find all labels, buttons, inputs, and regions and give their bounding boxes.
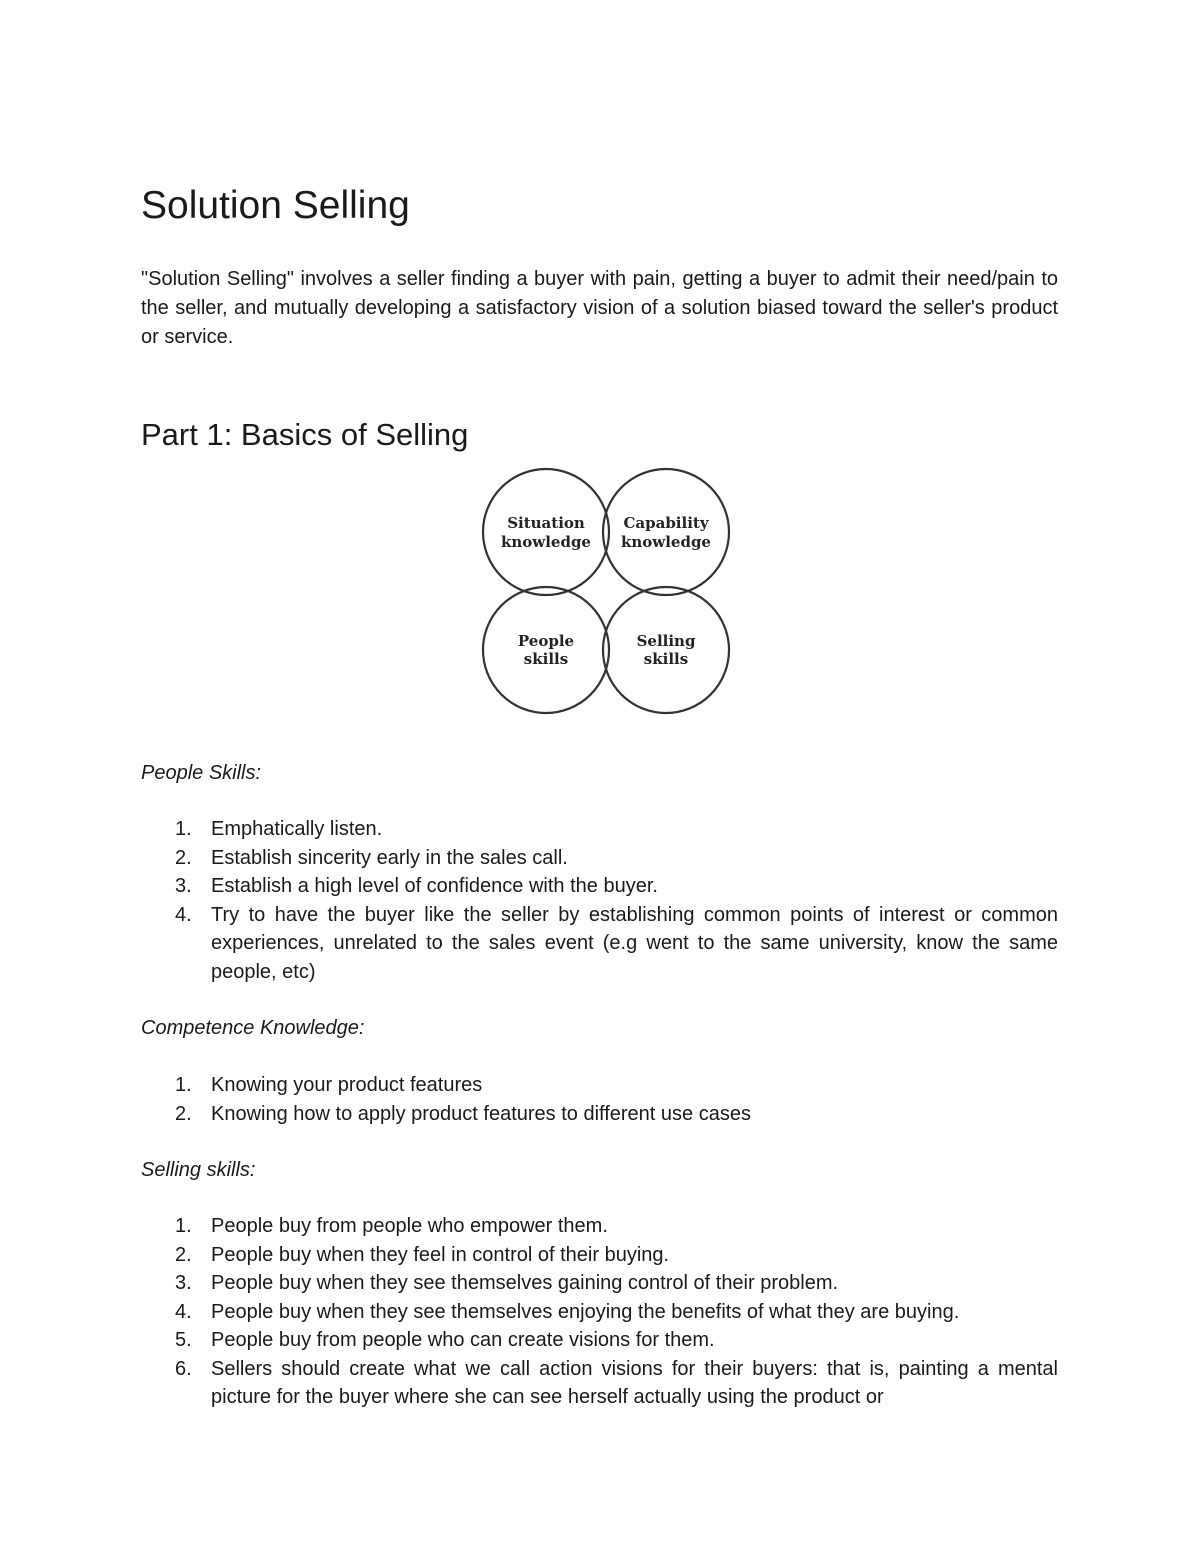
situation-label-line1: Situation — [507, 514, 585, 532]
situation-knowledge-circle — [483, 469, 609, 595]
list-number: 1. — [175, 818, 192, 840]
list-number: 3. — [175, 875, 192, 897]
list-item — [141, 872, 1058, 901]
list-item — [141, 1326, 1058, 1355]
list-item-text: Knowing how to apply product features to different use cases — [211, 1102, 751, 1125]
list-item — [141, 1100, 1058, 1129]
competence-knowledge-list — [141, 1071, 1058, 1128]
four-circle-diagram — [477, 463, 735, 721]
document-title: Solution Selling — [141, 184, 410, 227]
list-item-text: People buy when they see themselves gaining control of their problem. — [211, 1272, 839, 1294]
selling-label-line1: Selling — [636, 632, 696, 650]
people-label-line2: skills — [523, 650, 569, 668]
capability-label-line1: Capability — [623, 514, 709, 532]
capability-label-line2: knowledge — [621, 533, 711, 551]
people-label-line1: People — [517, 632, 575, 650]
capability-knowledge-circle — [603, 469, 729, 595]
list-number: 2. — [175, 1243, 192, 1266]
list-item — [141, 1355, 1058, 1412]
list-item — [141, 815, 1058, 844]
list-item-text: People buy when they see themselves enjoying the benefits of what they are buying. — [211, 1300, 960, 1323]
people-skills-label: People Skills: — [141, 762, 262, 784]
list-number: 5. — [175, 1329, 192, 1351]
list-number: 4. — [175, 1300, 192, 1323]
list-item — [141, 1071, 1058, 1100]
list-number: 1. — [175, 1074, 192, 1096]
list-item-text: Emphatically listen. — [211, 818, 383, 840]
list-item-text: People buy from people who empower them. — [211, 1215, 608, 1237]
list-item — [141, 1241, 1058, 1270]
list-item — [141, 844, 1058, 873]
list-item-text: People buy from people who can create visions for them. — [211, 1329, 715, 1351]
selling-skills-list — [141, 1212, 1058, 1412]
selling-label-line2: skills — [643, 650, 689, 668]
list-number: 2. — [175, 846, 192, 869]
list-number: 1. — [175, 1215, 192, 1237]
part-heading: Part 1: Basics of Selling — [141, 417, 469, 452]
list-item-text: Knowing your product features — [211, 1074, 483, 1096]
situation-label-line2: knowledge — [501, 533, 591, 551]
list-item-text: People buy when they feel in control of their buying. — [211, 1243, 670, 1266]
list-item — [141, 1212, 1058, 1241]
competence-knowledge-label: Competence Knowledge: — [141, 1017, 365, 1039]
list-item-text: Establish a high level of confidence with the buyer. — [211, 875, 658, 897]
list-item — [141, 1269, 1058, 1298]
list-number: 6. — [175, 1357, 192, 1380]
people-skills-list — [141, 815, 1058, 986]
intro-paragraph: "Solution Selling" involves a seller finding a buyer with pain, getting a buyer to admit their need/pain to the seller, and mutually developing a satisfactory vision of a solution biased toward the seller's product or service. — [141, 268, 1058, 348]
list-number: 3. — [175, 1272, 192, 1294]
list-item-text: Sellers should create what we call action visions for their buyers: that is, painting a mental picture for the buyer where she can see herself actually using the product or — [211, 1357, 1058, 1408]
list-item-text: Establish sincerity early in the sales call. — [211, 846, 568, 869]
list-item-text: Try to have the buyer like the seller by establishing common points of interest or common experiences, unrelated to the sales event (e.g went to the same university, know the same people, etc) — [211, 903, 1058, 983]
list-number: 2. — [175, 1102, 192, 1125]
list-number: 4. — [175, 903, 192, 926]
list-item — [141, 1298, 1058, 1327]
selling-skills-label: Selling skills: — [141, 1159, 256, 1181]
list-item — [141, 901, 1058, 987]
